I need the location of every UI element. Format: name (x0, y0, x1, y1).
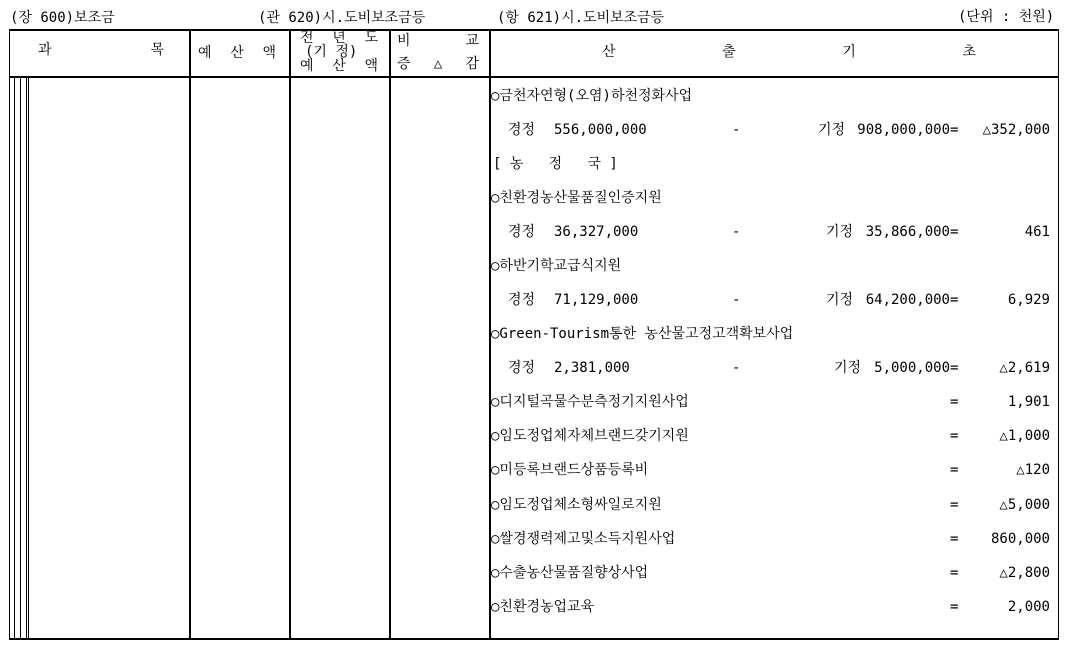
unit-label: (단위 : 천원) (958, 9, 1055, 25)
existing-label: 기정 (826, 292, 854, 308)
equals-sign: = (950, 462, 959, 478)
revised-label: 경정 (508, 292, 536, 308)
minus-sign: - (732, 360, 741, 376)
revised-value: 2,381,000 (554, 360, 630, 376)
difference-value: 6,929 (1007, 292, 1050, 308)
equals-sign: = (950, 531, 959, 547)
existing-label: 기정 (826, 224, 854, 240)
revised-label: 경정 (508, 122, 536, 138)
item-title: ○쌀경쟁력제고및소득지원사업 (491, 531, 676, 547)
item-title: ○임도정업체자체브랜드갖기지원 (491, 428, 689, 444)
minus-sign: - (732, 292, 741, 308)
item-title: ○친환경농업교육 (491, 599, 595, 615)
section-heading: [ 농 정 국 ] (493, 156, 618, 172)
difference-value: △1,000 (999, 428, 1050, 444)
minus-sign: - (732, 224, 741, 240)
existing-value: 64,200,000 (865, 292, 950, 308)
existing-value: 35,866,000 (865, 224, 950, 240)
equals-sign: = (950, 394, 959, 410)
header-calculation-basis: 산 출 기 초 (602, 44, 976, 60)
existing-label: 기정 (818, 122, 846, 138)
header-subject: 과 목 (38, 42, 164, 58)
equals-sign: = (950, 599, 959, 615)
difference-value: △2,619 (999, 360, 1050, 376)
equals-sign: = (950, 292, 959, 308)
item-title: ○금천자연형(오염)하천정화사업 (491, 88, 693, 104)
existing-label: 기정 (834, 360, 862, 376)
item-title: ○임도정업체소형싸일로지원 (491, 497, 662, 513)
difference-value: △2,800 (999, 565, 1050, 581)
revised-value: 36,327,000 (554, 224, 639, 240)
item-title: ○하반기학교급식지원 (491, 258, 622, 274)
hang-label: (항 621)시.도비보조금등 (497, 10, 665, 26)
difference-value: 1,901 (1007, 394, 1050, 410)
difference-value: △352,000 (982, 122, 1050, 138)
jang-label: (장 600)보조금 (10, 10, 115, 26)
revised-value: 556,000,000 (554, 122, 647, 138)
revised-label: 경정 (508, 224, 536, 240)
existing-value: 908,000,000 (857, 122, 950, 138)
difference-value: 461 (1024, 224, 1050, 240)
gwan-label: (관 620)시.도비보조금등 (258, 10, 426, 26)
difference-value: 2,000 (1007, 599, 1050, 615)
equals-sign: = (950, 565, 959, 581)
header-budget: 예 산 액 (198, 45, 276, 61)
existing-value: 5,000,000 (874, 360, 950, 376)
item-title: ○미등록브랜드상품등록비 (491, 462, 649, 478)
equals-sign: = (950, 428, 959, 444)
difference-value: 860,000 (990, 531, 1050, 547)
equals-sign: = (950, 497, 959, 513)
equals-sign: = (950, 122, 959, 138)
difference-value: △120 (1016, 462, 1050, 478)
equals-sign: = (950, 224, 959, 240)
difference-value: △5,000 (999, 497, 1050, 513)
item-title: ○친환경농산물품질인증지원 (491, 190, 662, 206)
item-title: ○디지털곡물수분측정기지원사업 (491, 394, 689, 410)
revised-value: 71,129,000 (554, 292, 639, 308)
equals-sign: = (950, 360, 959, 376)
minus-sign: - (732, 122, 741, 138)
revised-label: 경정 (508, 360, 536, 376)
item-title: ○수출농산물품질향상사업 (491, 565, 649, 581)
item-title: ○Green-Tourism통한 농산물고정고객확보사업 (491, 326, 794, 342)
